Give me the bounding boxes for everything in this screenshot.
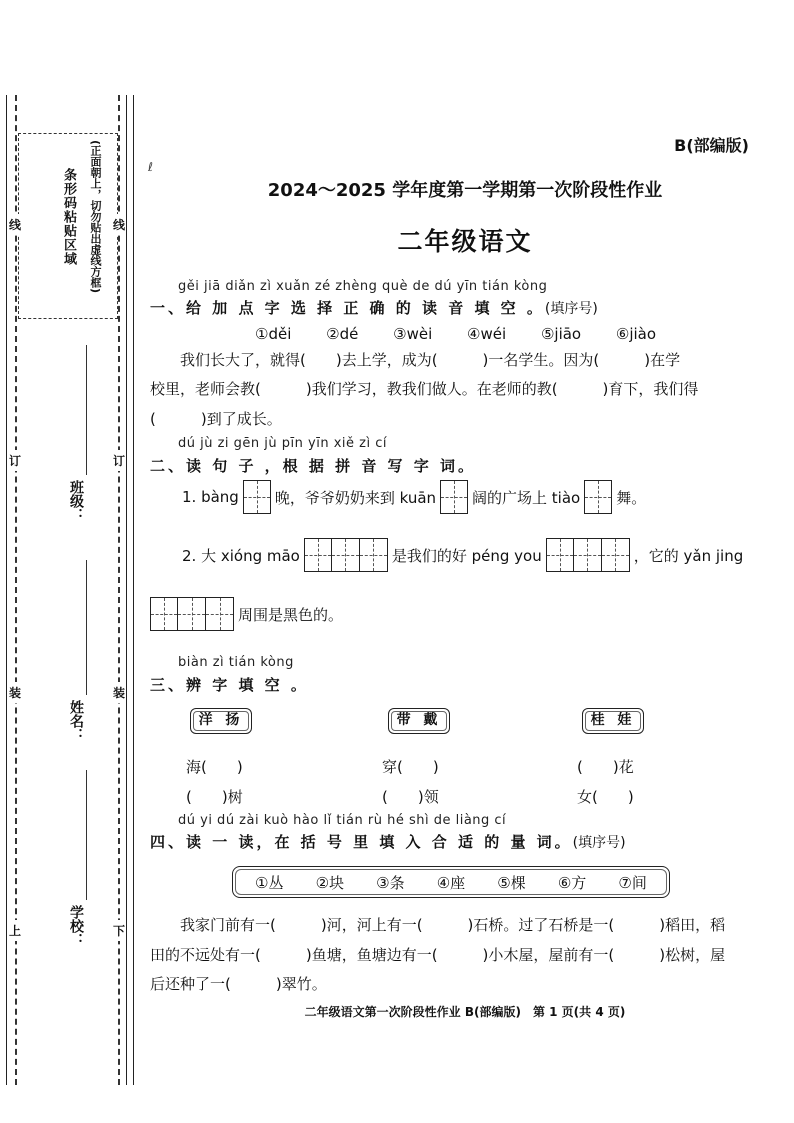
tian-grid-2[interactable] bbox=[440, 480, 468, 514]
tian-grid-5[interactable] bbox=[546, 538, 630, 572]
q2-s2-c: ，它的 yǎn jing bbox=[633, 546, 744, 565]
q4-word: ⑤棵 bbox=[497, 873, 526, 892]
barcode-area bbox=[18, 133, 118, 319]
barcode-area-note: (正面朝上，切勿贴出虚线方框) bbox=[89, 140, 102, 294]
q2-s2-a: 2. 大 xióng māo bbox=[182, 546, 300, 565]
q1-passage-line3: ( )到了成长。 bbox=[150, 410, 282, 428]
q4-measure-words bbox=[232, 866, 670, 898]
q3-pinyin: biàn zì tián kòng bbox=[178, 655, 294, 670]
tian-grid-4[interactable] bbox=[304, 538, 388, 572]
q1-note: (填序号) bbox=[544, 301, 598, 317]
q3-fill-2: 穿( ) bbox=[382, 758, 439, 776]
margin-border-inner bbox=[126, 95, 127, 1085]
q2-s1-a: 1. bàng bbox=[182, 488, 239, 506]
q3-fill-6: 女( ) bbox=[577, 788, 634, 806]
q1-option: ③wèi bbox=[393, 325, 433, 343]
q2-s1-c: 阔的广场上 tiào bbox=[472, 488, 581, 507]
q3-pair-2: 带 戴 bbox=[388, 708, 450, 734]
name-label: 姓名： bbox=[68, 700, 84, 742]
scan-mark: ℓ bbox=[148, 160, 153, 174]
q2-s1-b: 晚，爷爷奶奶来到 kuān bbox=[274, 488, 437, 507]
name-field[interactable] bbox=[86, 560, 87, 695]
q1-heading-text: 一、给 加 点 字 选 择 正 确 的 读 音 填 空 。 bbox=[150, 299, 545, 317]
q2-s2-b: 是我们的好 péng you bbox=[391, 546, 542, 565]
margin-border-inner-2 bbox=[133, 95, 134, 1085]
q2-sentence2 bbox=[182, 538, 743, 572]
q4-word: ⑦间 bbox=[618, 873, 647, 892]
q1-option: ②dé bbox=[326, 325, 359, 343]
edition-label: B(部编版) bbox=[674, 136, 749, 155]
q4-passage-line2: 田的不远处有一( )鱼塘，鱼塘边有一( )小木屋，屋前有一( )松树，屋 bbox=[150, 946, 726, 964]
q1-option: ④wéi bbox=[467, 325, 507, 343]
q2-sentence1 bbox=[182, 480, 646, 514]
q1-heading bbox=[150, 297, 598, 318]
q4-word: ①丛 bbox=[255, 873, 284, 892]
school-label: 学校： bbox=[68, 905, 84, 947]
q4-word: ②块 bbox=[315, 873, 345, 892]
q4-heading bbox=[150, 831, 626, 852]
school-field[interactable] bbox=[86, 770, 87, 900]
q1-options bbox=[255, 325, 686, 343]
cut-mark-staple-right: 订 bbox=[113, 450, 125, 471]
cut-mark-bind-left: 装 bbox=[9, 682, 21, 703]
q3-fill-3: ( )花 bbox=[577, 758, 634, 776]
exam-title: 2024～2025 学年度第一学期第一次阶段性作业 bbox=[267, 180, 663, 201]
q1-option: ⑥jiào bbox=[615, 325, 657, 343]
cut-mark-line-right: 线 bbox=[113, 214, 125, 235]
q2-sentence3 bbox=[150, 597, 343, 631]
q3-pair-1: 洋 扬 bbox=[190, 708, 252, 734]
q1-passage-line1: 我们长大了，就得( )去上学，成为( )一名学生。因为( )在学 bbox=[180, 351, 681, 369]
cut-mark-bottom-right: 下 bbox=[113, 920, 125, 941]
subject-title: 二年级语文 bbox=[397, 227, 533, 256]
cut-mark-bind-right: 装 bbox=[113, 682, 125, 703]
q4-word: ④座 bbox=[436, 873, 466, 892]
tian-grid-6[interactable] bbox=[150, 597, 234, 631]
q3-fill-1: 海( ) bbox=[186, 758, 243, 776]
q4-note: (填序号) bbox=[572, 835, 626, 851]
q4-passage-line1: 我家门前有一( )河，河上有一( )石桥。过了石桥是一( )稻田，稻 bbox=[180, 916, 726, 934]
q1-option: ①děi bbox=[255, 325, 292, 343]
barcode-area-label: 条形码粘贴区域 bbox=[61, 168, 76, 266]
q1-pinyin: gěi jiā diǎn zì xuǎn zé zhèng què de dú yīn tián kòng bbox=[178, 279, 548, 294]
cut-mark-staple-left: 订 bbox=[9, 450, 21, 471]
cut-mark-top-left: 上 bbox=[9, 920, 21, 941]
q4-heading-text: 四、读 一 读，在 括 号 里 填 入 合 适 的 量 词。 bbox=[150, 833, 573, 851]
q4-word: ⑥方 bbox=[557, 873, 587, 892]
q3-fill-4: ( )树 bbox=[186, 788, 243, 806]
q2-heading: 二、读 句 子 ，根 据 拼 音 写 字 词。 bbox=[150, 457, 477, 475]
q4-passage-line3: 后还种了一( )翠竹。 bbox=[150, 975, 327, 993]
q3-heading: 三、辨 字 填 空 。 bbox=[150, 676, 309, 694]
page-footer: 二年级语文第一次阶段性作业 B(部编版) 第 1 页(共 4 页) bbox=[304, 1005, 626, 1019]
q1-passage-line2: 校里，老师会教( )我们学习，教我们做人。在老师的教( )育下，我们得 bbox=[150, 380, 699, 398]
q2-s3-a: 周围是黑色的。 bbox=[238, 605, 344, 624]
q4-word: ③条 bbox=[376, 873, 405, 892]
tian-grid-1[interactable] bbox=[243, 480, 271, 514]
q3-pair-3: 桂 娃 bbox=[582, 708, 644, 734]
margin-border-outer bbox=[6, 95, 7, 1085]
q2-pinyin: dú jù zi gēn jù pīn yīn xiě zì cí bbox=[178, 436, 387, 451]
cut-mark-line-left: 线 bbox=[9, 214, 21, 235]
q3-fill-5: ( )领 bbox=[382, 788, 439, 806]
q4-pinyin: dú yi dú zài kuò hào lǐ tián rù hé shì de liàng cí bbox=[178, 813, 507, 828]
q2-s1-d: 舞。 bbox=[616, 488, 647, 507]
class-field[interactable] bbox=[86, 345, 87, 475]
class-label: 班级： bbox=[68, 480, 84, 522]
q1-option: ⑤jiāo bbox=[540, 325, 582, 343]
tian-grid-3[interactable] bbox=[584, 480, 612, 514]
